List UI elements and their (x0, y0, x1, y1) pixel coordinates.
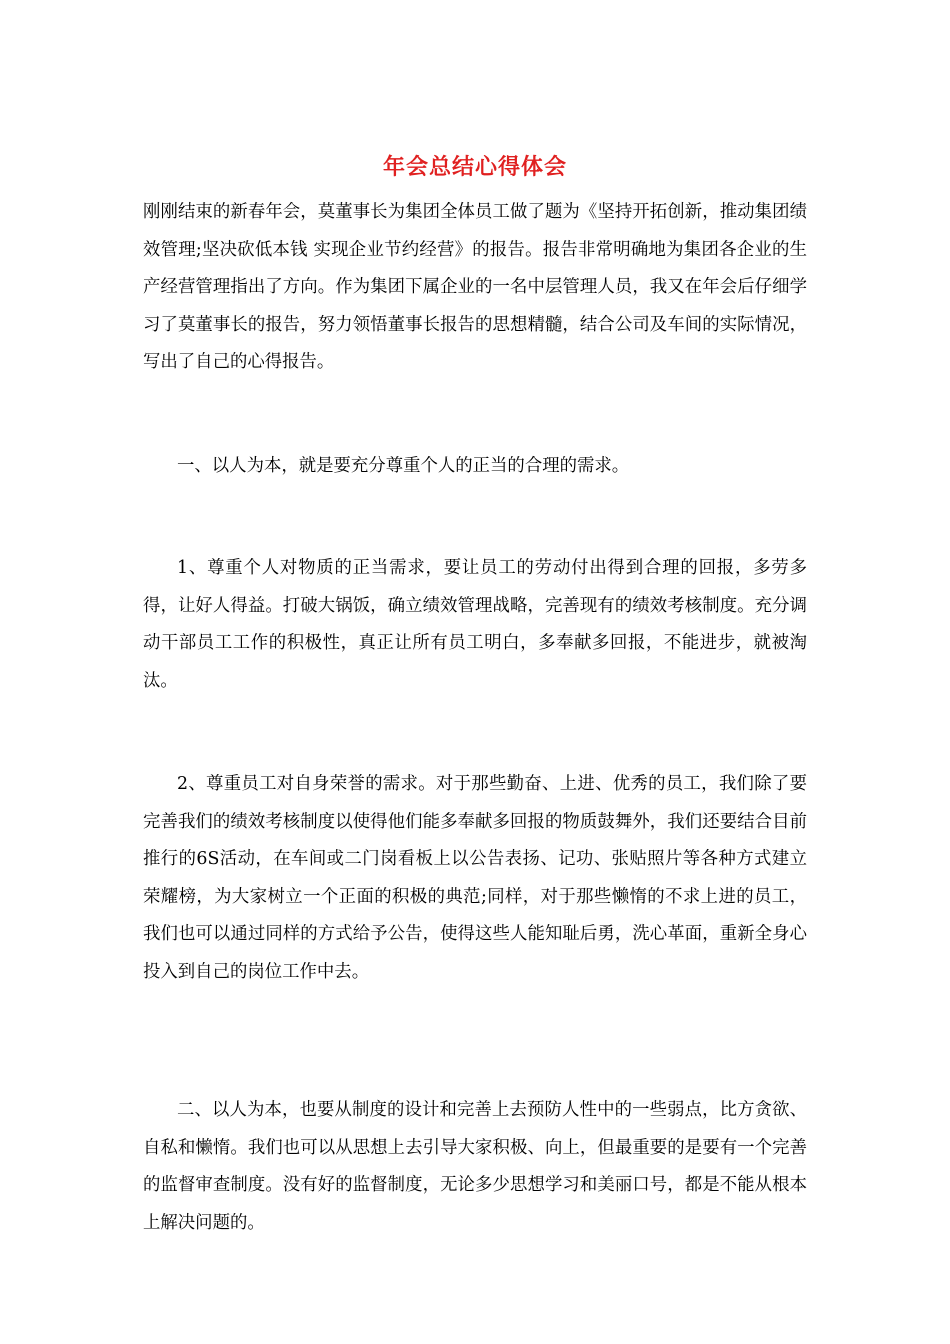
paragraph-section-two: 二、以人为本，也要从制度的设计和完善上去预防人性中的一些弱点，比方贪欲、自私和懒惰。我们也可以从思想上去引导大家积极、向上，但最重要的是要有一个完善的监督审查制度。没有好的监督制度，无论多少思想学习和美丽口号，都是不能从根本上解决问题的。 (143, 1100, 807, 1233)
paragraph-intro: 刚刚结束的新春年会，莫董事长为集团全体员工做了题为《坚持开拓创新，推动集团绩效管理;坚决砍低本钱 实现企业节约经营》的报告。报告非常明确地为集团各企业的生产经营管理指出了方向。作为集团下属企业的一名中层管理人员，我又在年会后仔细学习了莫董事长的报告，努力领悟董事长报告的思想精髓，结合公司及车间的实际情况，写出了自己的心得报告。 (143, 202, 807, 373)
document-title: 年会总结心得体会 (382, 154, 567, 180)
paragraph-section-one-heading: 一、以人为本，就是要充分尊重个人的正当的合理的需求。 (177, 456, 630, 476)
paragraph-point-1: 1、尊重个人对物质的正当需求，要让员工的劳动付出得到合理的回报，多劳多得，让好人得益。打破大锅饭，确立绩效管理战略，完善现有的绩效考核制度。充分调动干部员工工作的积极性，真正让所有员工明白，多奉献多回报，不能进步，就被淘汰。 (143, 558, 807, 691)
paragraph-point-2: 2、尊重员工对自身荣誉的需求。对于那些勤奋、上进、优秀的员工，我们除了要完善我们的绩效考核制度以使得他们能多奉献多回报的物质鼓舞外，我们还要结合目前推行的6S活动，在车间或二门岗看板上以公告表扬、记功、张贴照片等各种方式建立荣耀榜，为大家树立一个正面的积极的典范;同样，对于那些懒惰的不求上进的员工，我们也可以通过同样的方式给予公告，使得这些人能知耻后勇，洗心革面，重新全身心投入到自己的岗位工作中去。 (143, 774, 807, 982)
